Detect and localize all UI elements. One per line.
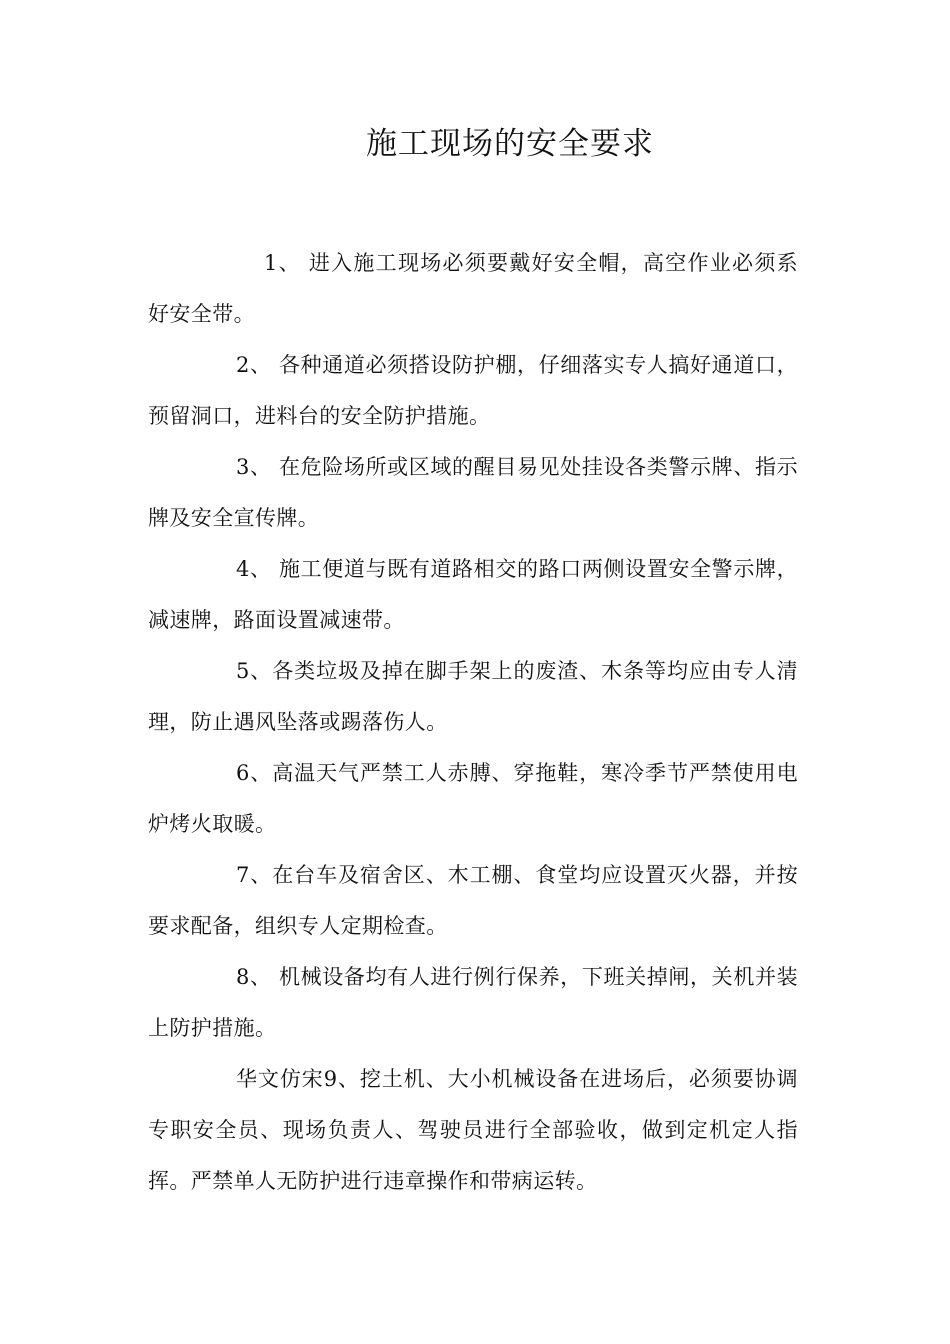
rule-paragraph-9: 华文仿宋9、挖土机、大小机械设备在进场后，必须要协调专职安全员、现场负责人、驾驶员进行全部验收，做到定机定人指挥。严禁单人无防护进行违章操作和带病运转。	[148, 1067, 798, 1193]
rule-paragraph-2: 2、 各种通道必须搭设防护棚，仔细落实专人搞好通道口，预留洞口，进料台的安全防护措施。	[148, 353, 798, 428]
rule-paragraph-7: 7、在台车及宿舍区、木工棚、食堂均应设置灭火器，并按要求配备，组织专人定期检查。	[148, 863, 798, 938]
rule-paragraph-8: 8、 机械设备均有人进行例行保养，下班关掉闸，关机并装上防护措施。	[148, 965, 798, 1040]
document-body	[148, 238, 798, 1207]
rule-paragraph-1: 1、 进入施工现场必须要戴好安全帽，高空作业必须系好安全带。	[148, 251, 798, 326]
rule-paragraph-4: 4、 施工便道与既有道路相交的路口两侧设置安全警示牌，减速牌，路面设置减速带。	[148, 557, 798, 632]
rule-paragraph-3: 3、 在危险场所或区域的醒目易见处挂设各类警示牌、指示牌及安全宣传牌。	[148, 455, 798, 530]
document-title: 施工现场的安全要求	[366, 126, 654, 162]
rule-paragraph-6: 6、高温天气严禁工人赤膊、穿拖鞋，寒冷季节严禁使用电炉烤火取暖。	[148, 761, 798, 836]
rule-paragraph-5: 5、各类垃圾及掉在脚手架上的废渣、木条等均应由专人清理，防止遇风坠落或踢落伤人。	[148, 659, 798, 734]
